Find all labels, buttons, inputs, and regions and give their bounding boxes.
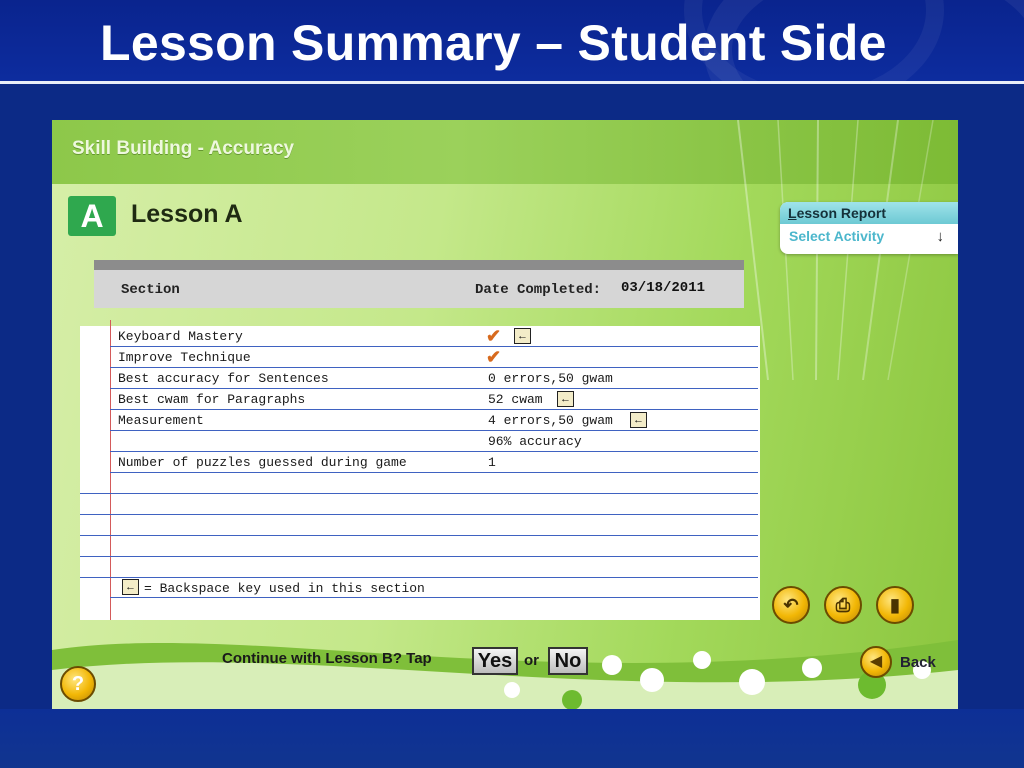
lesson-title: Lesson A — [131, 200, 243, 228]
select-activity-label: Select Activity — [789, 228, 885, 244]
blank-row — [80, 557, 758, 578]
table-row — [110, 368, 758, 389]
back-arrow-icon[interactable]: ◀ — [860, 646, 892, 678]
row-value: 52 cwam — [488, 392, 543, 407]
exit-icon: ↶ — [783, 595, 799, 615]
table-row — [110, 431, 758, 452]
slide-title-bar — [0, 0, 1024, 84]
date-completed: 03/18/2011 — [621, 280, 706, 296]
help-icon[interactable]: ? — [60, 666, 96, 702]
date-column-header: Date Completed: — [475, 282, 602, 298]
blank-row — [80, 536, 758, 557]
blank-row — [80, 473, 758, 494]
row-section: Measurement — [118, 413, 204, 428]
table-header — [94, 260, 744, 308]
activity-title: Skill Building - Accuracy — [72, 138, 295, 159]
legend-row — [110, 576, 758, 598]
backspace-key-icon: ← — [122, 579, 139, 595]
select-activity[interactable] — [780, 224, 958, 254]
row-section: Number of puzzles guessed during game — [118, 455, 407, 470]
yes-button[interactable]: Yes — [472, 647, 518, 675]
lesson-report-dropdown[interactable] — [780, 202, 958, 254]
lesson-report-label[interactable]: Lesson Report — [780, 202, 958, 224]
chart-icon: ▮ — [890, 595, 900, 615]
down-arrow-icon: ↓ — [936, 228, 944, 245]
slide-footer — [0, 709, 1024, 768]
backspace-key-icon[interactable]: ← — [514, 328, 531, 344]
or-label: or — [524, 652, 539, 669]
table-row — [110, 389, 758, 410]
table-row — [110, 410, 758, 431]
app-window — [52, 120, 958, 709]
slide-title: Lesson Summary – Student Side — [100, 15, 887, 71]
lesson-badge: A — [68, 196, 116, 236]
backspace-key-icon[interactable]: ← — [630, 412, 647, 428]
backspace-legend: = Backspace key used in this section — [144, 581, 425, 596]
row-section: Best cwam for Paragraphs — [118, 392, 306, 407]
table-row — [110, 326, 758, 347]
blank-row — [80, 515, 758, 536]
row-value: 0 errors,50 gwam — [488, 371, 613, 386]
row-section: Improve Technique — [118, 350, 251, 365]
section-column-header: Section — [121, 282, 180, 298]
continue-prompt: Continue with Lesson B? Tap — [222, 650, 432, 667]
row-section: Best accuracy for Sentences — [118, 371, 329, 386]
backspace-key-icon[interactable]: ← — [557, 391, 574, 407]
row-value: 1 — [488, 455, 496, 470]
print-icon: ⎙ — [835, 595, 851, 615]
check-icon: ✔ — [486, 347, 502, 367]
blank-row — [80, 494, 758, 515]
row-value: 96% accuracy — [488, 434, 582, 449]
back-button[interactable]: Back — [900, 654, 936, 671]
table-row — [110, 452, 758, 473]
no-button[interactable]: No — [548, 647, 588, 675]
check-icon: ✔ — [486, 326, 502, 346]
table-row — [110, 347, 758, 368]
summary-sheet — [80, 256, 760, 620]
row-value: 4 errors,50 gwam — [488, 413, 613, 428]
row-section: Keyboard Mastery — [118, 329, 243, 344]
